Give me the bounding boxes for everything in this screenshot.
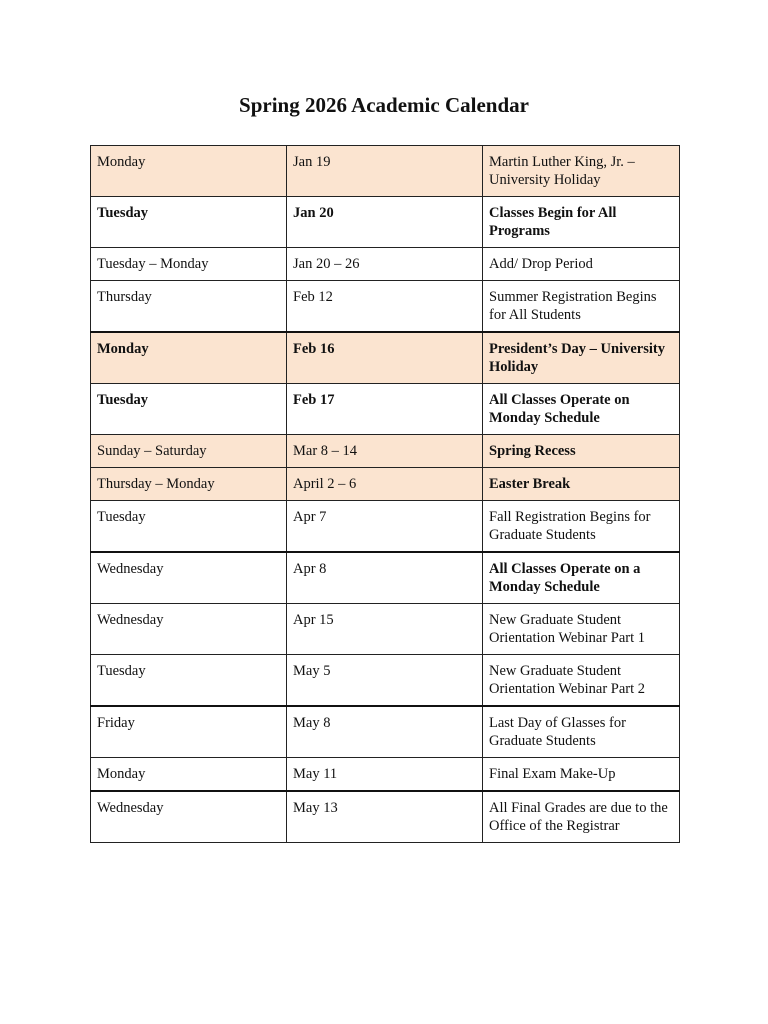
table-row (91, 706, 680, 758)
date-cell: May 13 (287, 791, 483, 843)
day-cell: Tuesday (91, 384, 287, 435)
date-cell: Jan 20 (287, 197, 483, 248)
table-row (91, 332, 680, 384)
date-cell: May 5 (287, 655, 483, 707)
day-cell: Sunday – Saturday (91, 435, 287, 468)
table-row (91, 758, 680, 792)
event-cell: All Final Grades are due to the Office of the Registrar (483, 791, 680, 843)
table-row (91, 501, 680, 553)
event-cell: New Graduate Student Orientation Webinar Part 2 (483, 655, 680, 707)
page-title: Spring 2026 Academic Calendar (239, 93, 529, 117)
day-cell: Tuesday – Monday (91, 248, 287, 281)
day-cell: Monday (91, 146, 287, 197)
table-row (91, 468, 680, 501)
date-cell: Apr 7 (287, 501, 483, 553)
date-cell: Apr 8 (287, 552, 483, 604)
event-cell: Martin Luther King, Jr. – University Holiday (483, 146, 680, 197)
day-cell: Friday (91, 706, 287, 758)
table-row (91, 435, 680, 468)
table-row (91, 552, 680, 604)
table-row (91, 384, 680, 435)
event-cell: Fall Registration Begins for Graduate Students (483, 501, 680, 553)
date-cell: Jan 20 – 26 (287, 248, 483, 281)
event-cell: New Graduate Student Orientation Webinar Part 1 (483, 604, 680, 655)
date-cell: Feb 17 (287, 384, 483, 435)
date-cell: Feb 16 (287, 332, 483, 384)
event-cell: All Classes Operate on Monday Schedule (483, 384, 680, 435)
event-cell: President’s Day – University Holiday (483, 332, 680, 384)
date-cell: May 8 (287, 706, 483, 758)
day-cell: Tuesday (91, 655, 287, 707)
table-row (91, 146, 680, 197)
date-cell: April 2 – 6 (287, 468, 483, 501)
event-cell: Easter Break (483, 468, 680, 501)
date-cell: Jan 19 (287, 146, 483, 197)
date-cell: Mar 8 – 14 (287, 435, 483, 468)
day-cell: Monday (91, 332, 287, 384)
event-cell: Last Day of Glasses for Graduate Students (483, 706, 680, 758)
day-cell: Thursday (91, 281, 287, 333)
day-cell: Tuesday (91, 501, 287, 553)
date-cell: Feb 12 (287, 281, 483, 333)
event-cell: Add/ Drop Period (483, 248, 680, 281)
calendar-table (90, 145, 680, 843)
table-row (91, 791, 680, 843)
date-cell: May 11 (287, 758, 483, 792)
table-row (91, 248, 680, 281)
event-cell: Final Exam Make-Up (483, 758, 680, 792)
day-cell: Wednesday (91, 604, 287, 655)
date-cell: Apr 15 (287, 604, 483, 655)
table-row (91, 197, 680, 248)
table-row (91, 604, 680, 655)
event-cell: Summer Registration Begins for All Students (483, 281, 680, 333)
event-cell: Spring Recess (483, 435, 680, 468)
event-cell: Classes Begin for All Programs (483, 197, 680, 248)
day-cell: Wednesday (91, 791, 287, 843)
table-row (91, 655, 680, 707)
day-cell: Tuesday (91, 197, 287, 248)
day-cell: Monday (91, 758, 287, 792)
day-cell: Wednesday (91, 552, 287, 604)
table-row (91, 281, 680, 333)
event-cell: All Classes Operate on a Monday Schedule (483, 552, 680, 604)
day-cell: Thursday – Monday (91, 468, 287, 501)
